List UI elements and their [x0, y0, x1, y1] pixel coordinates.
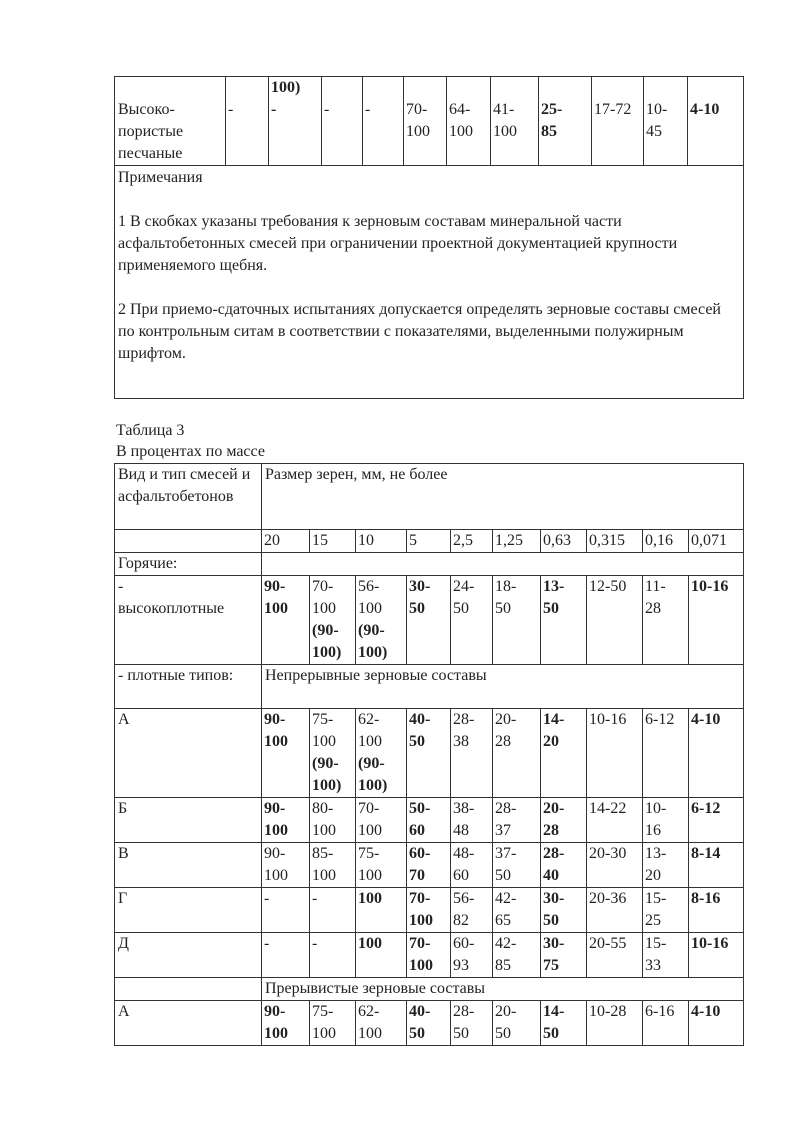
cell [356, 709, 407, 798]
cell: 42- 85 [493, 933, 541, 978]
row-name: Высоко- пористые песчаные [115, 77, 226, 166]
cell: 56- 82 [451, 888, 493, 933]
cell: 80- 100 [310, 798, 356, 843]
cell: 14- 50 [541, 1001, 587, 1046]
cell: 85- 100 [310, 843, 356, 888]
cell: 30- 75 [541, 933, 587, 978]
header-row [115, 464, 744, 530]
cell: 40- 50 [407, 1001, 451, 1046]
cell: 40- 50 [407, 709, 451, 798]
cell: 10-16 [689, 933, 744, 978]
table-row [115, 888, 744, 933]
cell: 17-72 [592, 77, 644, 166]
row-name: Г [115, 888, 262, 933]
size-header: 20 [262, 530, 310, 553]
header-type: Вид и тип смесей и асфальтобетонов [115, 464, 262, 530]
cell: 38- 48 [451, 798, 493, 843]
note-2: 2 При приемо-сдаточных испытаниях допускается определять зерновые составы смесей по контрольным ситам в соответствии с показателями, выделенными полужирным шрифтом. [118, 301, 721, 362]
notes-row [115, 166, 744, 399]
cell: 4-10 [689, 709, 744, 798]
cell: 20-30 [587, 843, 643, 888]
cell: 64- 100 [447, 77, 491, 166]
table-continuation [114, 76, 744, 399]
cell: 70- 100 [407, 933, 451, 978]
cell: 11- 28 [643, 576, 689, 665]
cell-value: 75- 100 [312, 711, 336, 750]
row-name: Д [115, 933, 262, 978]
cell-value: 62- 100 [358, 711, 382, 750]
cell: - [226, 77, 269, 166]
cell: 20- 50 [493, 1001, 541, 1046]
size-header: 15 [310, 530, 356, 553]
cell [310, 576, 356, 665]
cell: 6-12 [689, 798, 744, 843]
cell: 15- 25 [643, 888, 689, 933]
cell: 25- 85 [539, 77, 592, 166]
row-name: Б [115, 798, 262, 843]
cell: 14-22 [587, 798, 643, 843]
section-row [115, 553, 744, 576]
cell: 90- 100 [262, 709, 310, 798]
cell: 30- 50 [541, 888, 587, 933]
table-row [115, 798, 744, 843]
dense-label: - плотные типов: [115, 665, 262, 709]
cell: 70- 100 [404, 77, 447, 166]
cell: 6-16 [643, 1001, 689, 1046]
size-header: 10 [356, 530, 407, 553]
cell: 28- 38 [451, 709, 493, 798]
cell: 60- 93 [451, 933, 493, 978]
row-name: А [115, 709, 262, 798]
size-header: 0,16 [643, 530, 689, 553]
section-hot: Горячие: [115, 553, 262, 576]
notes-title: Примечания [118, 169, 203, 186]
notes-cell [115, 166, 744, 399]
cell: - [310, 888, 356, 933]
cell-extra: (90- 100) [358, 755, 388, 794]
row-name: - высокоплотные [115, 576, 262, 665]
cell: 90- 100 [262, 798, 310, 843]
cell: 15- 33 [643, 933, 689, 978]
cell: 10-16 [587, 709, 643, 798]
cell: 4-10 [688, 77, 744, 166]
cell: 10-28 [587, 1001, 643, 1046]
row-name: А [115, 1001, 262, 1046]
cell-extra: (90- 100) [358, 622, 388, 661]
cell: 8-14 [689, 843, 744, 888]
cell: - [322, 77, 363, 166]
cell: 62- 100 [356, 1001, 407, 1046]
cell: 30- 50 [407, 576, 451, 665]
size-header: 0,071 [689, 530, 744, 553]
continuous-label: Непрерывные зерновые составы [262, 665, 744, 709]
cell: 10- 16 [643, 798, 689, 843]
row-name: В [115, 843, 262, 888]
cell-value: 70- 100 [312, 578, 336, 617]
cell: 90- 100 [262, 576, 310, 665]
size-header: 0,315 [587, 530, 643, 553]
size-header: 2,5 [451, 530, 493, 553]
cell: 10- 45 [644, 77, 688, 166]
cell: - [262, 888, 310, 933]
cell: 8-16 [689, 888, 744, 933]
cell: 13- 20 [643, 843, 689, 888]
empty-cell [262, 553, 744, 576]
empty-cell [115, 530, 262, 553]
cell: 18- 50 [493, 576, 541, 665]
table-row [115, 77, 744, 166]
cell: 20-55 [587, 933, 643, 978]
cell: - [363, 77, 404, 166]
sizes-row [115, 530, 744, 553]
cell: 100 [356, 933, 407, 978]
cell: 48- 60 [451, 843, 493, 888]
cell: 42- 65 [493, 888, 541, 933]
table-title: Таблица 3 [116, 422, 185, 439]
cell: 100 [356, 888, 407, 933]
header-size: Размер зерен, мм, не более [262, 464, 744, 530]
size-header: 0,63 [541, 530, 587, 553]
grain-composition-table [114, 463, 744, 1046]
cell: 90- 100 [262, 843, 310, 888]
cell: 4-10 [689, 1001, 744, 1046]
note-1: 1 В скобках указаны требования к зерновым составам минеральной части асфальтобетонных смесей при ограничении проектной документацией крупности применяемого щебня. [118, 213, 678, 274]
cell: 90- 100 [262, 1001, 310, 1046]
size-header: 5 [407, 530, 451, 553]
cell: 70- 100 [407, 888, 451, 933]
empty-cell [115, 978, 262, 1001]
cell [356, 576, 407, 665]
cell: 75- 100 [310, 1001, 356, 1046]
table-row [115, 843, 744, 888]
cell: 14- 20 [541, 709, 587, 798]
cell-value: 100) - [271, 79, 301, 118]
table-row [115, 576, 744, 665]
cell: 28- 40 [541, 843, 587, 888]
discontinuous-label: Прерывистые зерновые составы [262, 978, 744, 1001]
cell: 37- 50 [493, 843, 541, 888]
cell: 20-36 [587, 888, 643, 933]
cell: 60- 70 [407, 843, 451, 888]
cell: 28- 50 [451, 1001, 493, 1046]
table-row [115, 1001, 744, 1046]
cell: 10-16 [689, 576, 744, 665]
cell: 24- 50 [451, 576, 493, 665]
cell: 41- 100 [491, 77, 539, 166]
size-header: 1,25 [493, 530, 541, 553]
cell-extra: (90- 100) [312, 622, 342, 661]
cell: 70- 100 [356, 798, 407, 843]
cell: - [262, 933, 310, 978]
cell [269, 77, 322, 166]
cell-extra: (90- 100) [312, 755, 342, 794]
section-row [115, 665, 744, 709]
cell: 50- 60 [407, 798, 451, 843]
section-row [115, 978, 744, 1001]
cell: 20- 28 [493, 709, 541, 798]
cell: 75- 100 [356, 843, 407, 888]
cell: 13- 50 [541, 576, 587, 665]
cell: 12-50 [587, 576, 643, 665]
cell [310, 709, 356, 798]
cell-value: 56- 100 [358, 578, 382, 617]
cell: 20- 28 [541, 798, 587, 843]
cell: 6-12 [643, 709, 689, 798]
table-row [115, 709, 744, 798]
table-row [115, 933, 744, 978]
cell: - [310, 933, 356, 978]
table-subtitle: В процентах по массе [116, 443, 265, 460]
cell: 28- 37 [493, 798, 541, 843]
